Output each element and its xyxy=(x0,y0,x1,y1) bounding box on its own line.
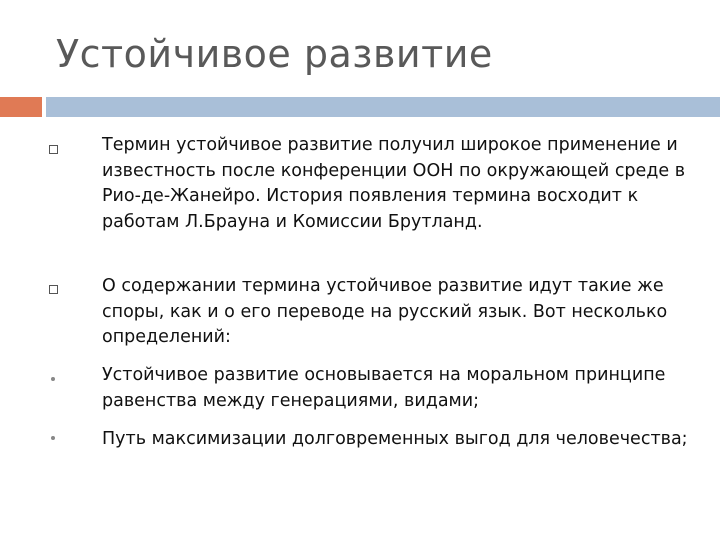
bullet-text: Термин устойчивое развитие получил широкое применение и известность после конференции ООН по окружающей среде в Рио-де-Жанейро. История появления термина восходит к работам Л.Брауна и Комиссии Брутланд. xyxy=(102,135,686,232)
dot-bullet-icon xyxy=(51,377,55,381)
slide-title: Устойчивое развитие xyxy=(56,32,493,76)
bullet-text: Путь максимизации долговременных выгод для человечества; xyxy=(102,429,688,449)
square-bullet-icon xyxy=(49,145,58,154)
dot-bullet-icon xyxy=(51,436,55,440)
square-bullet-icon xyxy=(49,285,58,294)
bullet-text: О содержании термина устойчивое развитие идут такие же споры, как и о его переводе на русский язык. Вот несколько определений: xyxy=(102,276,668,347)
bullet-text: Устойчивое развитие основывается на моральном принципе равенства между генерациями, видами; xyxy=(102,365,666,411)
